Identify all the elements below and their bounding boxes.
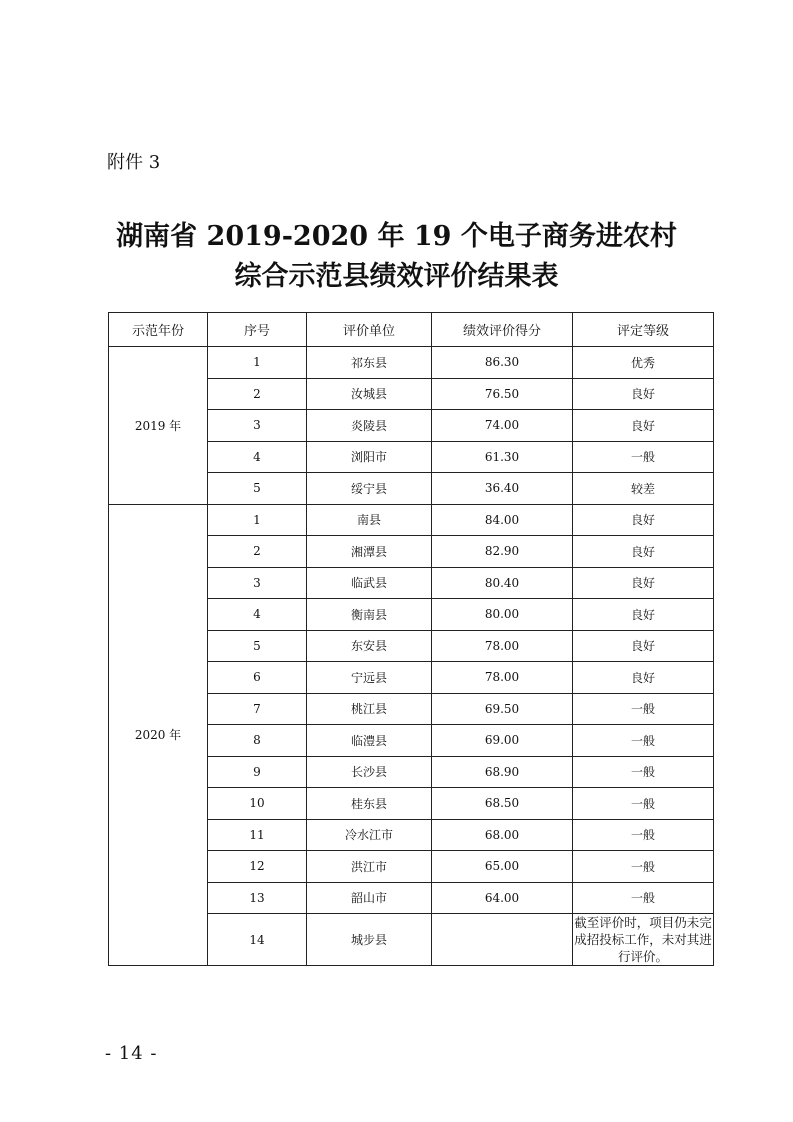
score-cell: 80.40 (432, 567, 573, 599)
page-number: - 14 - (105, 1043, 158, 1064)
score-cell: 86.30 (432, 347, 573, 379)
grade-cell: 良好 (573, 410, 714, 442)
score-cell: 68.90 (432, 756, 573, 788)
table-row (109, 504, 714, 536)
number-cell: 4 (208, 441, 307, 473)
results-table (108, 312, 714, 966)
unit-cell: 宁远县 (307, 662, 432, 694)
header-number: 序号 (208, 313, 307, 347)
unit-cell: 湘潭县 (307, 536, 432, 568)
grade-cell: 优秀 (573, 347, 714, 379)
unit-cell: 浏阳市 (307, 441, 432, 473)
unit-cell: 炎陵县 (307, 410, 432, 442)
unit-cell: 汝城县 (307, 378, 432, 410)
score-cell: 61.30 (432, 441, 573, 473)
unit-cell: 临武县 (307, 567, 432, 599)
header-unit: 评价单位 (307, 313, 432, 347)
attachment-label: 附件 3 (107, 152, 161, 173)
header-year: 示范年份 (109, 313, 208, 347)
grade-cell: 一般 (573, 725, 714, 757)
number-cell: 8 (208, 725, 307, 757)
table-header-row (109, 313, 714, 347)
unit-cell: 临澧县 (307, 725, 432, 757)
unit-cell: 城步县 (307, 914, 432, 966)
grade-cell: 截至评价时，项目仍未完成招投标工作，未对其进行评价。 (574, 915, 712, 964)
grade-cell: 良好 (573, 536, 714, 568)
number-cell: 3 (208, 567, 307, 599)
grade-cell: 较差 (573, 473, 714, 505)
score-cell: 78.00 (432, 630, 573, 662)
unit-cell: 东安县 (307, 630, 432, 662)
unit-cell: 祁东县 (307, 347, 432, 379)
grade-cell: 良好 (573, 504, 714, 536)
score-cell: 78.00 (432, 662, 573, 694)
number-cell: 9 (208, 756, 307, 788)
unit-cell: 长沙县 (307, 756, 432, 788)
grade-cell: 良好 (573, 378, 714, 410)
score-cell: 36.40 (432, 473, 573, 505)
number-cell: 11 (208, 819, 307, 851)
grade-cell: 良好 (573, 599, 714, 631)
grade-cell: 一般 (573, 882, 714, 914)
unit-cell: 洪江市 (307, 851, 432, 883)
grade-cell: 一般 (573, 788, 714, 820)
unit-cell: 南县 (307, 504, 432, 536)
document-title-line-1: 湖南省 2019-2020 年 19 个电子商务进农村 (116, 221, 677, 252)
score-cell: 68.00 (432, 819, 573, 851)
number-cell: 10 (208, 788, 307, 820)
unit-cell: 衡南县 (307, 599, 432, 631)
score-cell: 65.00 (432, 851, 573, 883)
grade-cell: 良好 (573, 567, 714, 599)
header-score: 绩效评价得分 (432, 313, 573, 347)
number-cell: 13 (208, 882, 307, 914)
score-cell (432, 914, 573, 966)
unit-cell: 绥宁县 (307, 473, 432, 505)
grade-cell: 一般 (573, 819, 714, 851)
grade-cell: 良好 (573, 630, 714, 662)
number-cell: 3 (208, 410, 307, 442)
score-cell: 84.00 (432, 504, 573, 536)
score-cell: 64.00 (432, 882, 573, 914)
grade-cell: 一般 (573, 756, 714, 788)
score-cell: 76.50 (432, 378, 573, 410)
header-grade: 评定等级 (573, 313, 714, 347)
grade-cell: 良好 (573, 662, 714, 694)
unit-cell: 桂东县 (307, 788, 432, 820)
number-cell: 1 (208, 504, 307, 536)
unit-cell: 韶山市 (307, 882, 432, 914)
year-cell: 2019 年 (109, 347, 208, 505)
number-cell: 12 (208, 851, 307, 883)
document-title-line-2: 综合示范县绩效评价结果表 (234, 261, 559, 292)
score-cell: 82.90 (432, 536, 573, 568)
grade-cell: 一般 (573, 441, 714, 473)
score-cell: 69.50 (432, 693, 573, 725)
unit-cell: 冷水江市 (307, 819, 432, 851)
number-cell: 4 (208, 599, 307, 631)
number-cell: 5 (208, 473, 307, 505)
number-cell: 2 (208, 536, 307, 568)
number-cell: 2 (208, 378, 307, 410)
number-cell: 7 (208, 693, 307, 725)
score-cell: 74.00 (432, 410, 573, 442)
table-row (109, 347, 714, 379)
number-cell: 6 (208, 662, 307, 694)
table-body (109, 347, 714, 966)
score-cell: 69.00 (432, 725, 573, 757)
score-cell: 68.50 (432, 788, 573, 820)
number-cell: 5 (208, 630, 307, 662)
number-cell: 1 (208, 347, 307, 379)
year-cell: 2020 年 (109, 504, 208, 966)
number-cell: 14 (208, 914, 307, 966)
grade-cell: 一般 (573, 693, 714, 725)
grade-cell: 一般 (573, 851, 714, 883)
unit-cell: 桃江县 (307, 693, 432, 725)
score-cell: 80.00 (432, 599, 573, 631)
